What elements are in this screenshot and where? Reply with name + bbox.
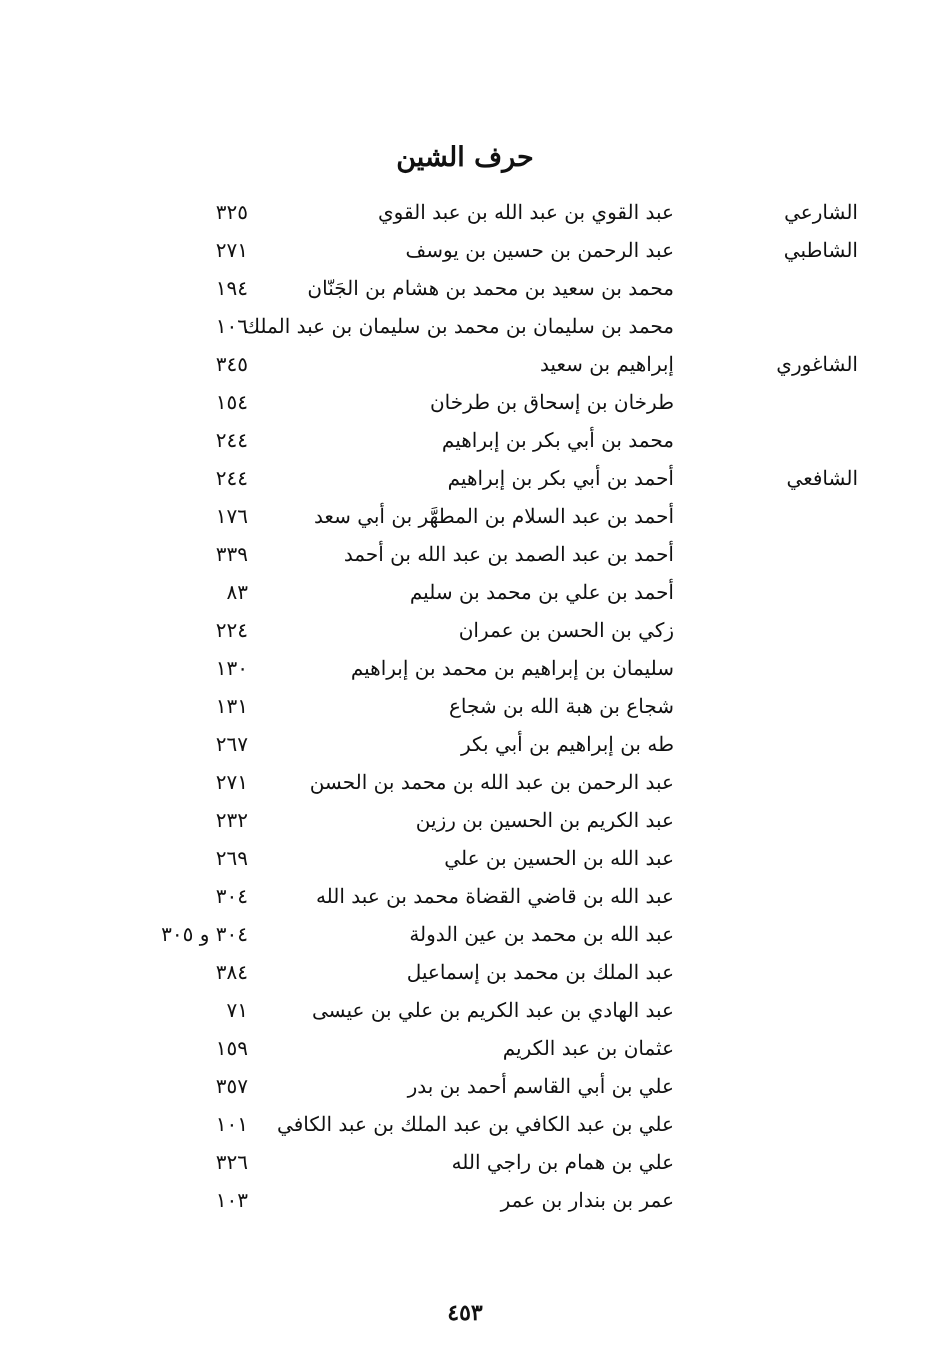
entry-page-number: ١٩٤ (215, 276, 248, 300)
index-entry (0, 916, 930, 954)
index-entry (0, 346, 930, 384)
entry-page-number: ٣٤٥ (215, 352, 248, 376)
entry-page-number: ٢٦٧ (215, 732, 248, 756)
entry-name: زكي بن الحسن بن عمران (458, 618, 674, 642)
entry-page-number: ١٣١ (215, 694, 248, 718)
index-entry (0, 954, 930, 992)
entry-page-number: ٣٣٩ (215, 542, 248, 566)
entry-name: علي بن أبي القاسم أحمد بن بدر (407, 1074, 674, 1098)
index-entry (0, 574, 930, 612)
entry-nisba: الشاطبي (783, 238, 858, 262)
entry-name: سليمان بن إبراهيم بن محمد بن إبراهيم (350, 656, 674, 680)
entry-page-number: ٣٠٤ (215, 884, 248, 908)
entry-page-number: ٣٨٤ (215, 960, 248, 984)
entry-name: عبد الرحمن بن حسين بن يوسف (405, 238, 674, 262)
entry-page-number: ٢٣٢ (215, 808, 248, 832)
index-entry (0, 498, 930, 536)
index-entry (0, 802, 930, 840)
entry-nisba: الشافعي (786, 466, 858, 490)
entry-name: عمر بن بندار بن عمر (500, 1188, 674, 1212)
index-entry (0, 384, 930, 422)
entry-page-number: ٣٢٦ (215, 1150, 248, 1174)
entry-page-number: ٨٣ (226, 580, 248, 604)
index-entry (0, 1144, 930, 1182)
entry-page-number: ٣٥٧ (215, 1074, 248, 1098)
index-entry (0, 232, 930, 270)
entry-name: أحمد بن أبي بكر بن إبراهيم (447, 466, 674, 490)
page-number: ٤٥٣ (447, 1300, 483, 1326)
entry-name: عبد الله بن محمد بن عين الدولة (409, 922, 674, 946)
entry-name: أحمد بن عبد الصمد بن عبد الله بن أحمد (343, 542, 674, 566)
entry-page-number: ١٣٠ (215, 656, 248, 680)
entry-name: عبد القوي بن عبد الله بن عبد القوي (378, 200, 674, 224)
entry-page-number: ١٥٩ (215, 1036, 248, 1060)
index-entry (0, 650, 930, 688)
index-entry (0, 1030, 930, 1068)
index-entry (0, 460, 930, 498)
entry-name: شجاع بن هبة الله بن شجاع (448, 694, 674, 718)
entry-page-number: ٣٠٤ و ٣٠٥ (161, 922, 248, 946)
entry-name: عبد الهادي بن عبد الكريم بن علي بن عيسى (311, 998, 674, 1022)
entry-name: عبد الكريم بن الحسين بن رزين (415, 808, 674, 832)
entry-name: علي بن همام بن راجي الله (451, 1150, 674, 1174)
entry-page-number: ٢٤٤ (215, 466, 248, 490)
index-entry (0, 422, 930, 460)
entry-page-number: ٢٢٤ (215, 618, 248, 642)
index-entry (0, 688, 930, 726)
entry-page-number: ٢٦٩ (215, 846, 248, 870)
entry-name: محمد بن أبي بكر بن إبراهيم (441, 428, 674, 452)
index-entry (0, 1182, 930, 1220)
index-entry (0, 1068, 930, 1106)
index-entries (0, 194, 930, 1220)
index-entry (0, 992, 930, 1030)
entry-page-number: ١٠٣ (215, 1188, 248, 1212)
page-title: حرف الشين (396, 142, 534, 173)
entry-page-number: ١٠١ (215, 1112, 248, 1136)
entry-name: علي بن عبد الكافي بن عبد الملك بن عبد الكافي (277, 1112, 674, 1136)
index-entry (0, 194, 930, 232)
index-entry (0, 764, 930, 802)
entry-name: عبد الملك بن محمد بن إسماعيل (406, 960, 674, 984)
index-entry (0, 726, 930, 764)
entry-name: عثمان بن عبد الكريم (502, 1036, 674, 1060)
entry-page-number: ٢٧١ (215, 770, 248, 794)
entry-name: أحمد بن عبد السلام بن المطهَّر بن أبي سعد (313, 504, 674, 528)
entry-page-number: ٧١ (226, 998, 248, 1022)
entry-page-number: ١٥٤ (215, 390, 248, 414)
entry-name: عبد الرحمن بن عبد الله بن محمد بن الحسن (309, 770, 674, 794)
index-entry (0, 612, 930, 650)
entry-nisba: الشاغوري (776, 352, 858, 376)
index-entry (0, 270, 930, 308)
index-entry (0, 308, 930, 346)
entry-page-number: ٣٢٥ (215, 200, 248, 224)
entry-name: إبراهيم بن سعيد (539, 352, 674, 376)
entry-name: محمد بن سعيد بن محمد بن هشام بن الجَنّان (307, 276, 674, 300)
index-entry (0, 840, 930, 878)
entry-name: أحمد بن علي بن محمد بن سليم (409, 580, 674, 604)
entry-name: عبد الله بن الحسين بن علي (444, 846, 674, 870)
entry-name: طه بن إبراهيم بن أبي بكر (460, 732, 674, 756)
entry-page-number: ١٧٦ (215, 504, 248, 528)
entry-page-number: ١٠٦ (215, 314, 248, 338)
entry-page-number: ٢٤٤ (215, 428, 248, 452)
entry-name: محمد بن سليمان بن محمد بن سليمان بن عبد الملك (243, 314, 674, 338)
entry-name: طرخان بن إسحاق بن طرخان (429, 390, 674, 414)
index-entry (0, 536, 930, 574)
entry-name: عبد الله بن قاضي القضاة محمد بن عبد الله (315, 884, 674, 908)
entry-nisba: الشارعي (784, 200, 858, 224)
index-entry (0, 878, 930, 916)
entry-page-number: ٢٧١ (215, 238, 248, 262)
index-entry (0, 1106, 930, 1144)
